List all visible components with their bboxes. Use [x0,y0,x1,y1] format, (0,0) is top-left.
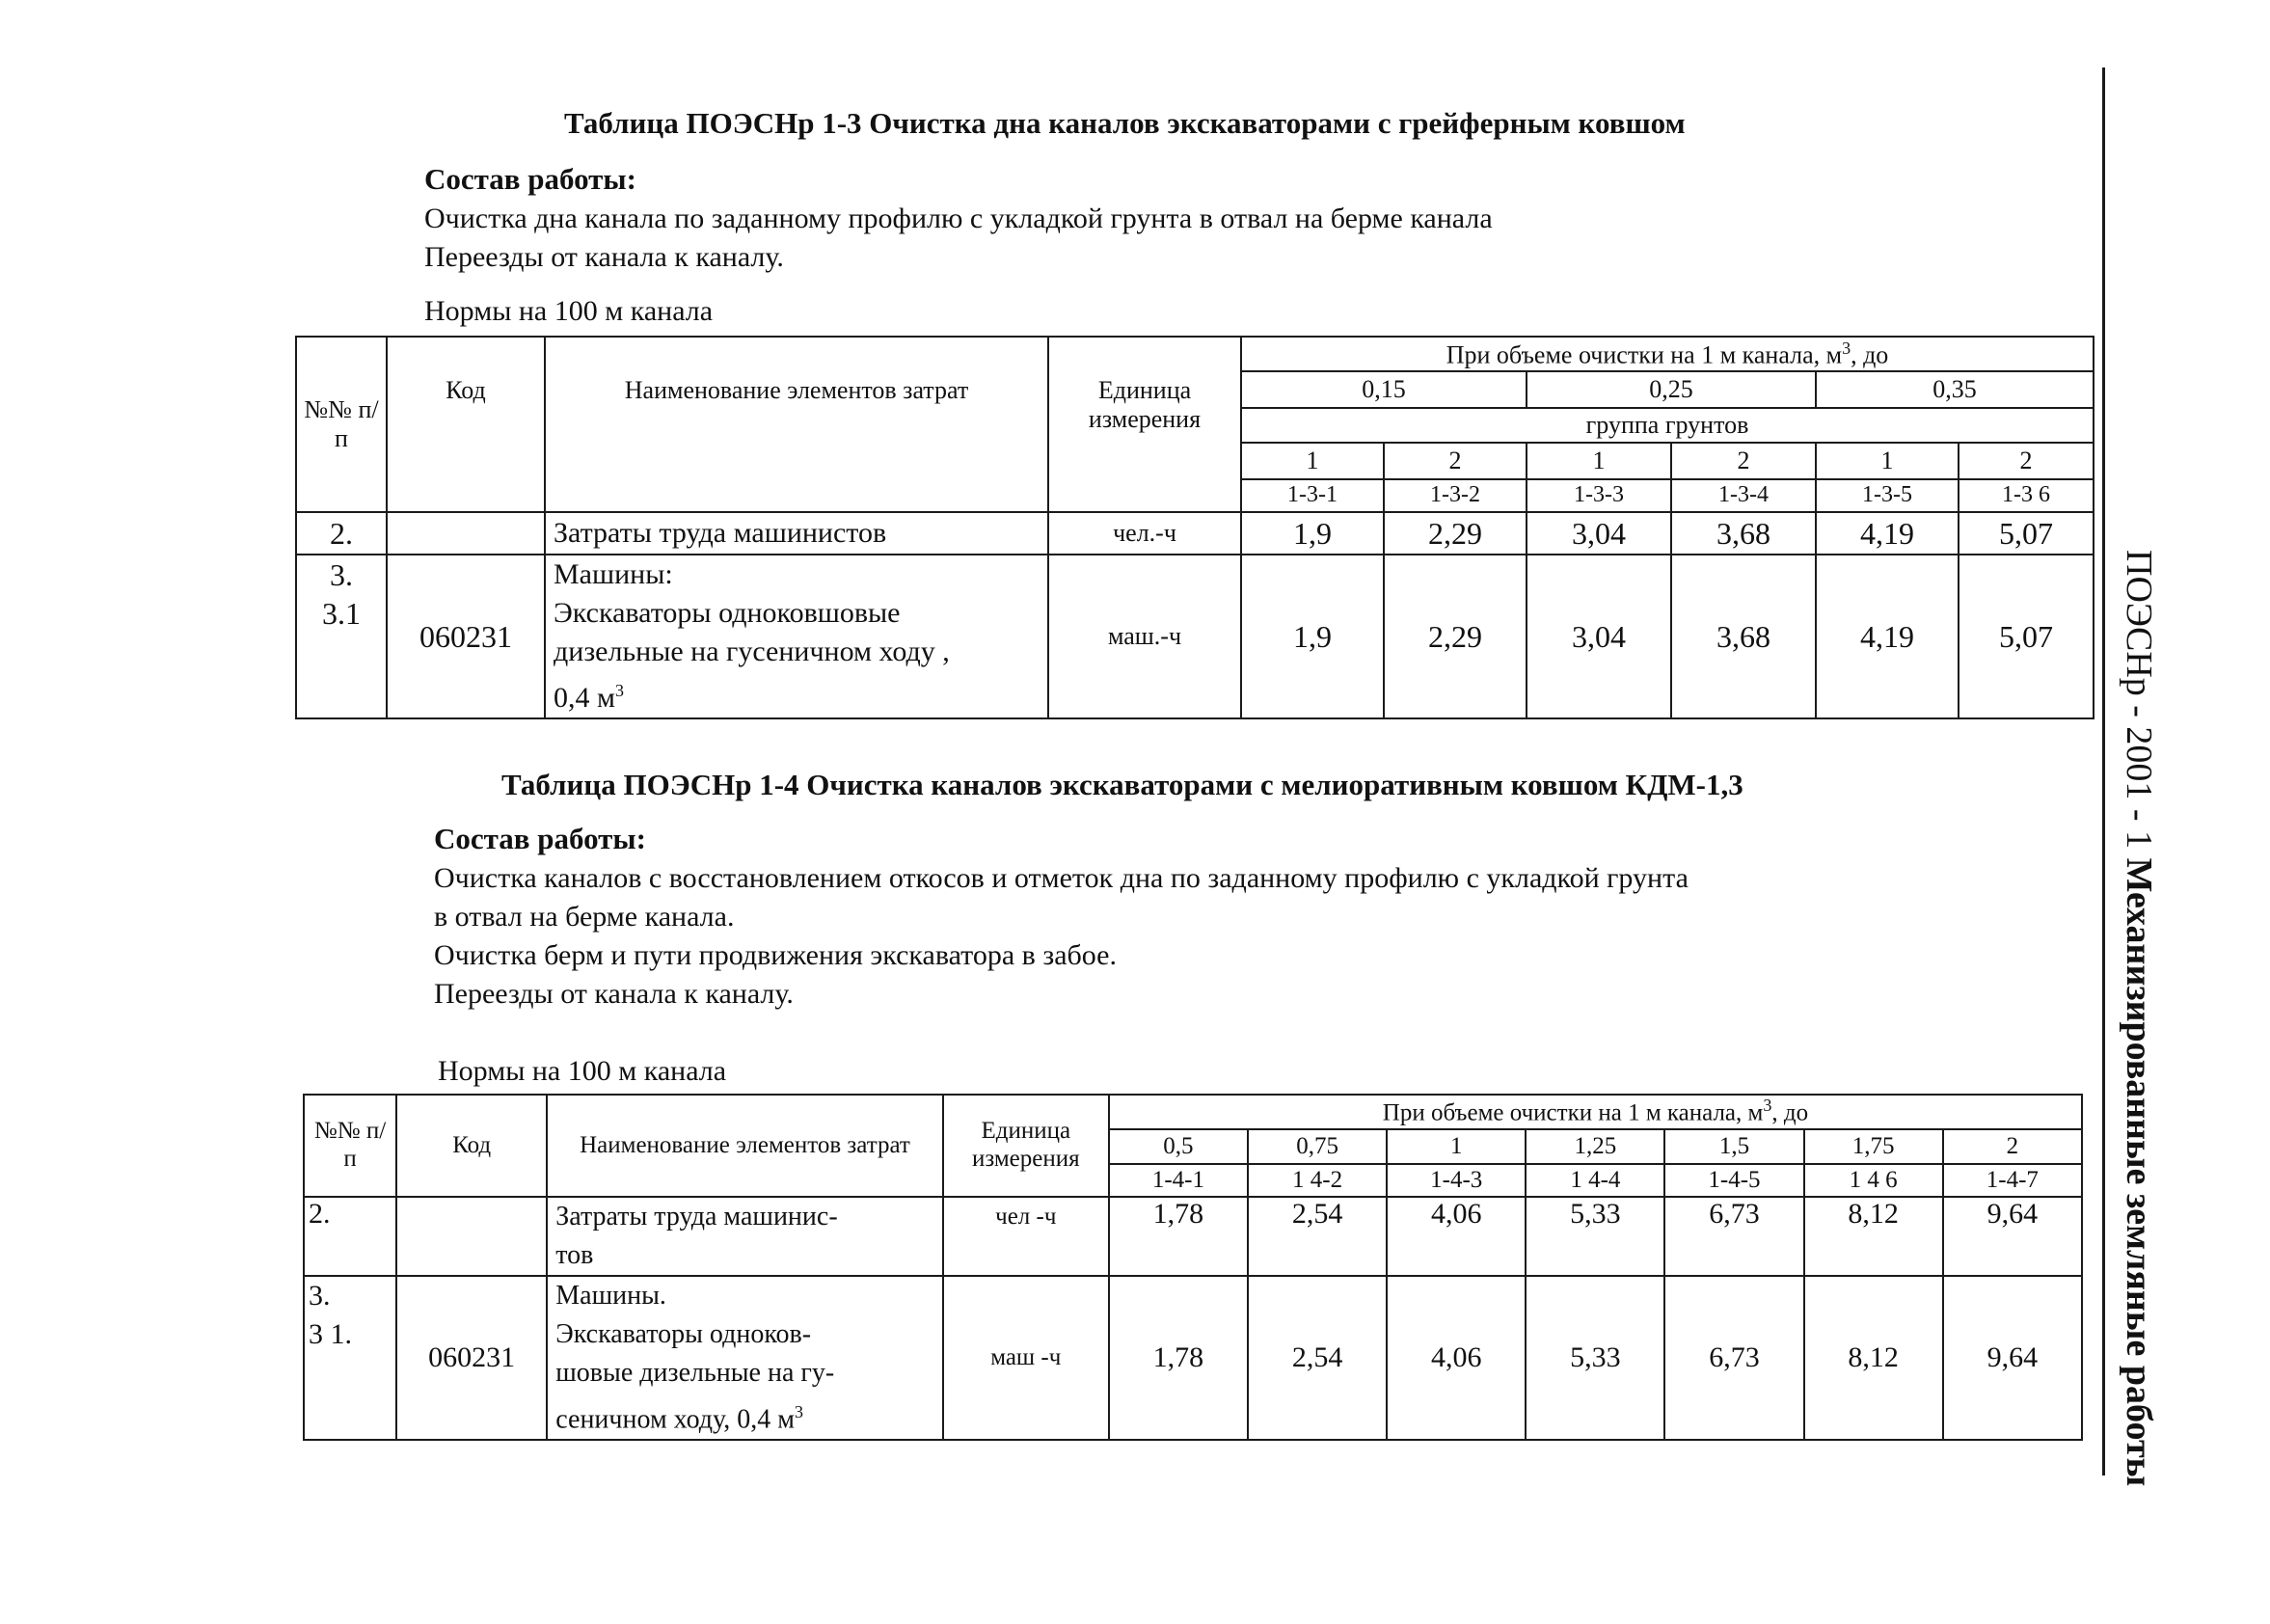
row-num-line: 3. [309,1280,331,1312]
row-value: 4,06 [1387,1276,1526,1440]
row-num [304,1276,396,1440]
row-code [387,512,545,555]
row-name-line: шовые дизельные на гу- [555,1358,835,1388]
code-cell: 1-4-1 [1109,1164,1248,1197]
group-cell: 2 [1384,443,1527,479]
header-volume-suffix: , до [1851,340,1889,369]
side-label-section: Механизированные земляные работы [2119,857,2159,1487]
row-value: 8,12 [1804,1276,1943,1440]
table2-work-line-3: Очистка берм и пути продвижения экскаватора в забое. [434,939,1117,971]
table1-work-line-2: Переезды от канала к каналу. [424,241,784,273]
row-name-line [555,1393,937,1439]
table-row [304,1276,2082,1440]
header-volume-suffix: , до [1771,1099,1809,1126]
volume-cell: 1 [1387,1129,1526,1164]
row-name-text: сеничном ходу, 0,4 м [555,1404,795,1435]
norms-table-1-4 [303,1094,2083,1441]
header-num: №№ п/п [296,337,387,512]
row-num-sub: 3.1 [322,596,361,631]
table1-header-row-1 [296,337,2094,371]
row-value: 6,73 [1664,1276,1803,1440]
row-unit: маш -ч [943,1276,1109,1440]
row-name: Затраты труда машинистов [545,512,1048,555]
row-name [545,555,1048,718]
header-unit: Единица измерения [943,1095,1109,1197]
code-cell: 1-4-7 [1943,1164,2082,1197]
group-cell: 2 [1959,443,2094,479]
table2-title: Таблица ПОЭСНр 1-4 Очистка каналов экскаваторами с мелиоративным ковшом КДМ-1,3 [501,768,1743,801]
row-value: 2,29 [1384,555,1527,718]
side-label-code: ПОЭСНр - 2001 - 1 [2119,550,2159,850]
volume-cell: 1,25 [1526,1129,1664,1164]
header-volume-text: При объеме очистки на 1 м канала, м [1382,1099,1764,1126]
row-name-line: Машины. [555,1281,666,1311]
row-num: 2. [296,512,387,555]
code-cell: 1-3-4 [1671,479,1816,512]
table1-work-line-1: Очистка дна канала по заданному профилю с укладкой грунта в отвал на берме канала [424,203,1493,234]
row-value: 3,68 [1671,555,1816,718]
header-name: Наименование элементов затрат [545,337,1048,512]
side-label [2118,550,2160,1486]
table-row [296,555,2094,718]
table-row [296,512,2094,555]
header-volume-sup: 3 [1842,338,1851,358]
table2-norms-caption: Нормы на 100 м канала [438,1055,727,1087]
header-soil-group: группа грунтов [1241,408,2094,443]
row-num [296,555,387,718]
row-value: 1,9 [1241,512,1384,555]
row-value: 2,54 [1248,1276,1387,1440]
volume-cell: 0,15 [1241,371,1527,408]
row-value: 4,06 [1387,1197,1526,1276]
row-name-line [554,671,1043,717]
header-volume [1241,337,2094,371]
code-cell: 1-4-3 [1387,1164,1526,1197]
volume-cell: 0,75 [1248,1129,1387,1164]
row-value: 2,29 [1384,512,1527,555]
code-cell: 1 4-2 [1248,1164,1387,1197]
header-volume [1109,1095,2082,1129]
code-cell: 1-3-2 [1384,479,1527,512]
table1-title: Таблица ПОЭСНр 1-3 Очистка дна каналов экскаваторами с грейферным ковшом [564,106,1686,140]
row-value: 8,12 [1804,1197,1943,1276]
row-value: 5,07 [1959,512,2094,555]
code-cell: 1-3-5 [1816,479,1959,512]
header-code: Код [387,337,545,512]
volume-cell: 0,25 [1527,371,1816,408]
row-name-line: Экскаваторы одноковшовые [554,597,901,629]
volume-cell: 0,5 [1109,1129,1248,1164]
volume-cell: 1,5 [1664,1129,1803,1164]
row-name-line: дизельные на гусеничном ходу , [554,636,950,667]
group-cell: 1 [1816,443,1959,479]
row-value: 4,19 [1816,555,1959,718]
code-cell: 1-3-3 [1527,479,1671,512]
row-code [396,1197,547,1276]
row-name-line: Экскаваторы одноков- [555,1319,812,1349]
row-value: 5,07 [1959,555,2094,718]
volume-cell: 2 [1943,1129,2082,1164]
header-name: Наименование элементов затрат [547,1095,942,1197]
row-name-line: тов [555,1240,594,1270]
table2-header-row-1 [304,1095,2082,1129]
row-num-sub: 3 1. [309,1318,352,1350]
table1-work-heading: Состав работы: [424,162,636,196]
header-code: Код [396,1095,547,1197]
table2-work-line-2: в отвал на берме канала. [434,901,735,933]
table1-norms-caption: Нормы на 100 м канала [424,295,714,327]
row-value: 5,33 [1526,1197,1664,1276]
row-unit: маш.-ч [1048,555,1241,718]
row-num-line: 3. [330,557,353,592]
row-code: 060231 [387,555,545,718]
row-code: 060231 [396,1276,547,1440]
row-value: 1,9 [1241,555,1384,718]
row-value: 6,73 [1664,1197,1803,1276]
volume-cell: 1,75 [1804,1129,1943,1164]
norms-table-1-3 [295,336,2094,719]
table-row [304,1197,2082,1276]
row-name-sup: 3 [614,681,624,700]
row-name [547,1276,942,1440]
row-value: 9,64 [1943,1197,2082,1276]
row-value: 9,64 [1943,1276,2082,1440]
table2-work-line-4: Переезды от канала к каналу. [434,978,794,1010]
table2-work-line-1: Очистка каналов с восстановлением откосов и отметок дна по заданному профилю с укладкой грунта [434,862,1689,894]
row-value: 3,04 [1527,555,1671,718]
row-unit: чел.-ч [1048,512,1241,555]
row-name [547,1197,942,1276]
row-value: 1,78 [1109,1197,1248,1276]
header-num: №№ п/п [304,1095,396,1197]
group-cell: 2 [1671,443,1816,479]
header-volume-sup: 3 [1763,1096,1772,1116]
row-value: 2,54 [1248,1197,1387,1276]
row-name-sup: 3 [794,1402,803,1421]
row-name-line: Затраты труда машинис- [555,1202,838,1232]
row-value: 4,19 [1816,512,1959,555]
volume-cell: 0,35 [1816,371,2094,408]
row-value: 3,68 [1671,512,1816,555]
table2-work-heading: Состав работы: [434,822,646,855]
row-value: 5,33 [1526,1276,1664,1440]
group-cell: 1 [1241,443,1384,479]
code-cell: 1-3-1 [1241,479,1384,512]
group-cell: 1 [1527,443,1671,479]
row-value: 3,04 [1527,512,1671,555]
code-cell: 1-3 6 [1959,479,2094,512]
row-num: 2. [304,1197,396,1276]
code-cell: 1-4-5 [1664,1164,1803,1197]
row-value: 1,78 [1109,1276,1248,1440]
header-unit: Единица измерения [1048,337,1241,512]
code-cell: 1 4 6 [1804,1164,1943,1197]
row-unit: чел -ч [943,1197,1109,1276]
code-cell: 1 4-4 [1526,1164,1664,1197]
header-volume-text: При объеме очистки на 1 м канала, м [1446,340,1843,369]
margin-rule [2102,68,2105,1475]
row-name-text: 0,4 м [554,682,615,714]
row-name-line: Машины: [554,558,673,590]
